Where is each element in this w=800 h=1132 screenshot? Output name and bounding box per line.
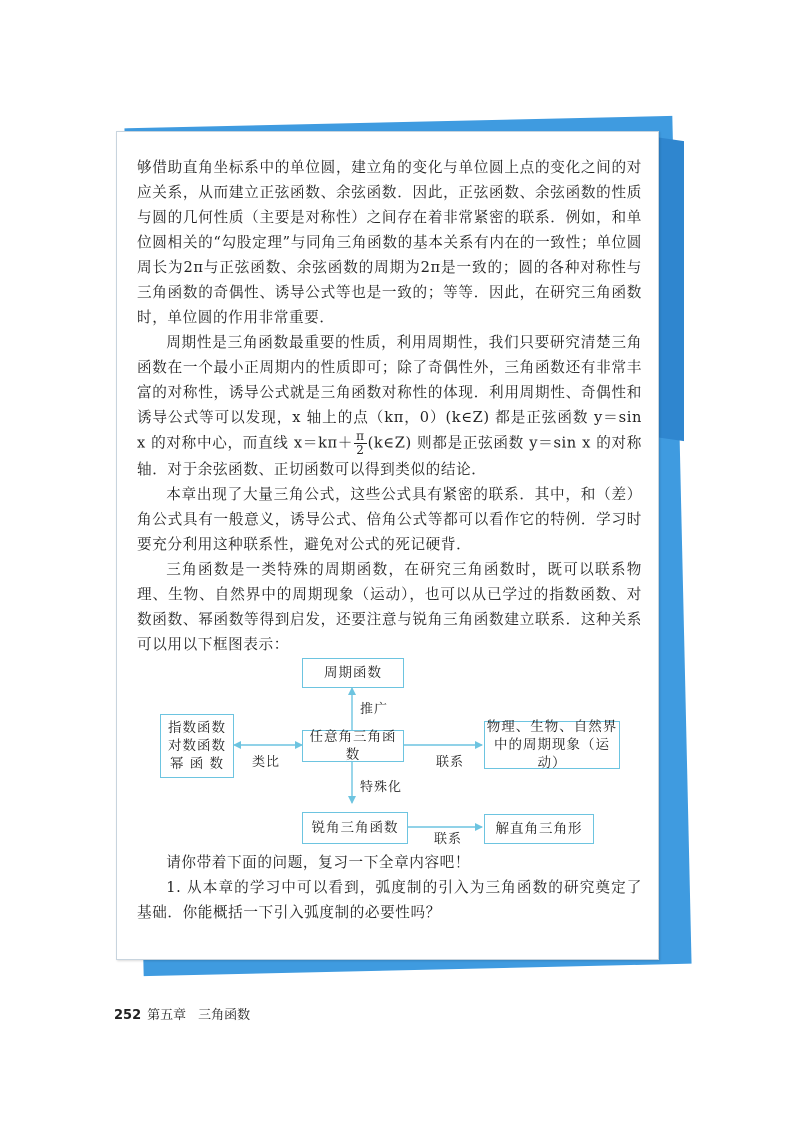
fraction-denominator: 2 bbox=[356, 443, 365, 457]
label-specialize: 特殊化 bbox=[360, 780, 403, 795]
label-connect-bottom: 联系 bbox=[434, 832, 463, 847]
paragraph-6: 1. 从本章的学习中可以看到，弧度制的引入为三角函数的研究奠定了基础．你能概括一下引入弧度制的必要性吗？ bbox=[137, 879, 642, 921]
paragraph-4: 三角函数是一类特殊的周期函数，在研究三角函数时，既可以联系物理、生物、自然界中的周期现象（运动），也可以从已学过的指数函数、对数函数、幂函数等得到启发，还要注意与锐角三角函数建立联系．这种关系可以用以下框图表示： bbox=[137, 561, 642, 653]
box-line-logarithmic: 对数函数 bbox=[168, 738, 226, 754]
paragraph-2 bbox=[137, 330, 642, 482]
paragraph-1: 够借助直角坐标系中的单位圆，建立角的变化与单位圆上点的变化之间的对应关系，从而建立正弦函数、余弦函数．因此，正弦函数、余弦函数的性质与圆的几何性质（主要是对称性）之间存在着非常紧密的联系．例如，和单位圆相关的“勾股定理”与同角三角函数的基本关系有内在的一致性；单位圆周长为2π与正弦函数、余弦函数的周期为2π是一致的；圆的各种对称性与三角函数的奇偶性、诱导公式等也是一致的；等等．因此，在研究三角函数时，单位圆的作用非常重要． bbox=[137, 159, 642, 326]
box-line-exponential: 指数函数 bbox=[168, 720, 226, 736]
paragraph-2-part-b: (k∈Z) 则都是正弦函数 y＝sin x 的对称轴．对于余弦函数、正切函数可以得到类似的结论． bbox=[137, 434, 643, 478]
box-natural-periodic-phenomena bbox=[484, 721, 620, 769]
relationship-diagram bbox=[148, 650, 628, 850]
paragraph-3: 本章出现了大量三角公式，这些公式具有紧密的联系．其中，和（差）角公式具有一般意义，诱导公式、倍角公式等都可以看作它的特例．学习时要充分利用这种联系性，避免对公式的死记硬背． bbox=[137, 486, 642, 553]
box-line-physics-biology: 物理、生物、自然界 bbox=[486, 719, 618, 735]
label-generalize: 推广 bbox=[360, 702, 389, 717]
box-line-periodic-motion: 中的周期现象（运动） bbox=[494, 737, 610, 771]
label-analogy: 类比 bbox=[252, 755, 281, 770]
chapter-title: 三角函数 bbox=[198, 1008, 251, 1023]
box-periodic-function: 周期函数 bbox=[302, 658, 404, 688]
paragraph-5: 请你带着下面的问题，复习一下全章内容吧！ bbox=[166, 854, 471, 871]
page-footer bbox=[114, 1004, 250, 1023]
box-acute-angle-trig: 锐角三角函数 bbox=[302, 812, 408, 844]
pi-over-two-fraction bbox=[354, 430, 367, 457]
page-content-lower bbox=[137, 850, 642, 925]
page-content bbox=[137, 155, 642, 657]
chapter-label: 第五章 bbox=[147, 1008, 187, 1023]
box-line-power: 幂 函 数 bbox=[169, 756, 225, 772]
fraction-numerator: π bbox=[356, 429, 365, 443]
paragraph-2-part-a: 周期性是三角函数最重要的性质，利用周期性，我们只要研究清楚三角函数在一个最小正周期内的性质即可；除了奇偶性外，三角函数还有非常丰富的对称性，诱导公式就是三角函数对称性的体现．利用周期性、奇偶性和诱导公式等可以发现，x 轴上的点（kπ，0）(k∈Z) 都是正弦函数 y＝sin x 的对称中心，而直线 x＝kπ＋ bbox=[137, 334, 642, 452]
box-solve-right-triangle: 解直角三角形 bbox=[484, 814, 594, 844]
box-arbitrary-angle-trig: 任意角三角函数 bbox=[302, 730, 404, 762]
page-number: 252 bbox=[114, 1008, 142, 1023]
label-connect: 联系 bbox=[436, 755, 465, 770]
box-exp-log-power bbox=[160, 714, 234, 778]
